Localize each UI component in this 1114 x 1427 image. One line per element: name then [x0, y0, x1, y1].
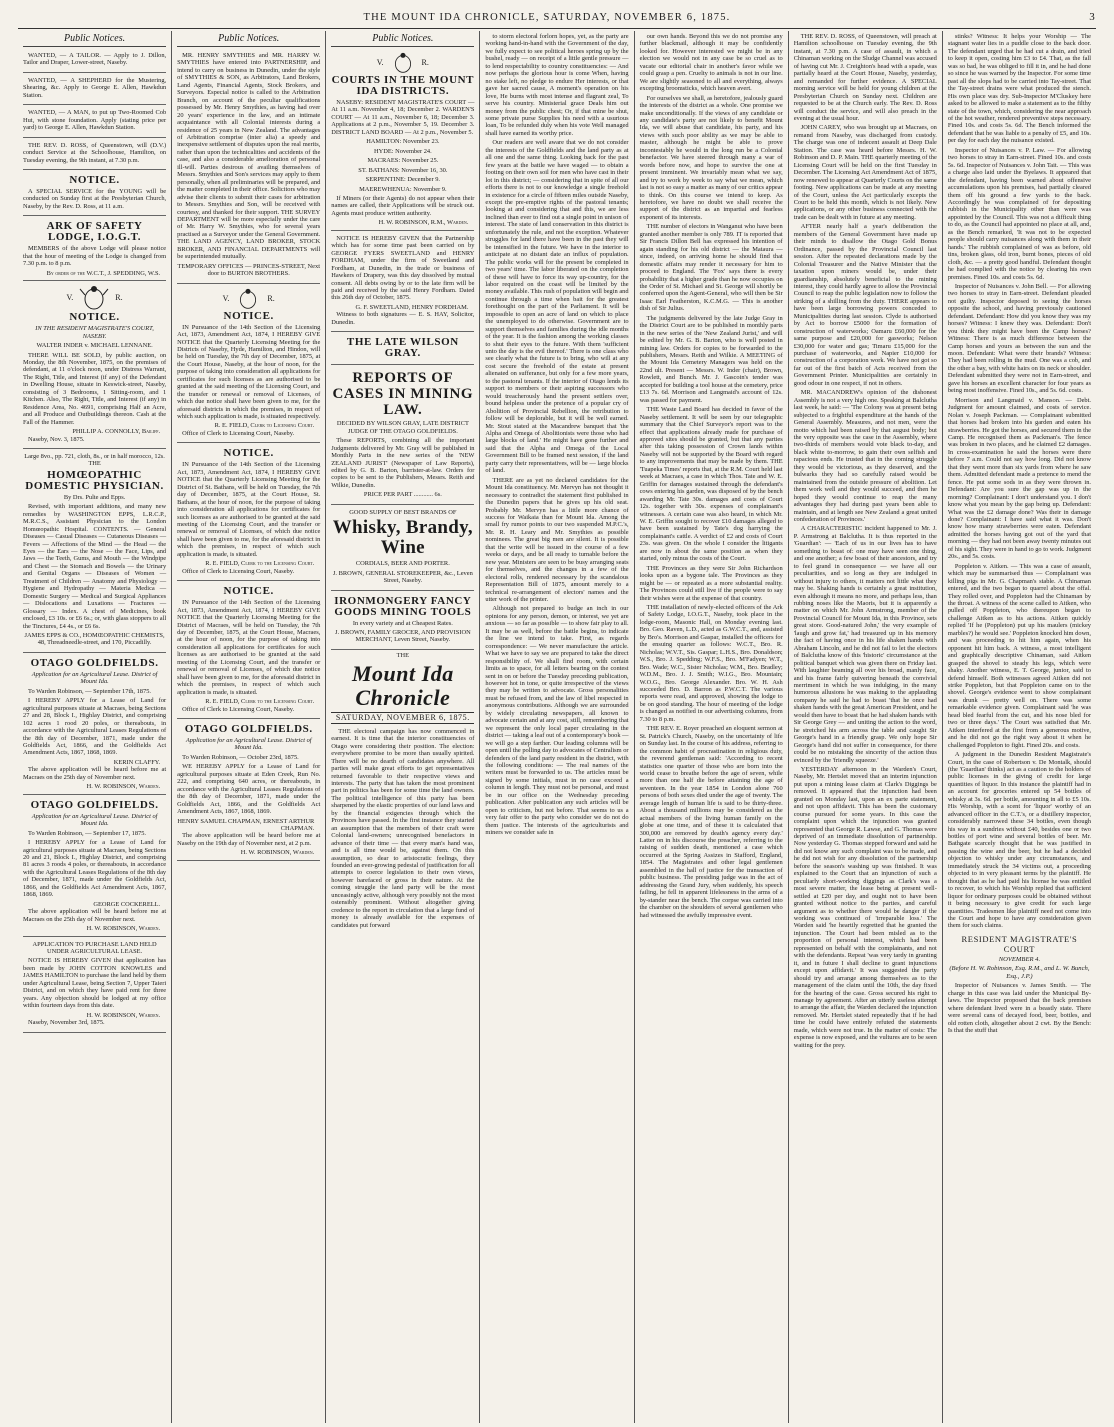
whisky-sub: CORDIALS, BEER AND PORTER. — [355, 560, 450, 568]
article-text: to storm electoral forlorn hopes, yet, as the party are working hand-in-hand with the Government of the day, we fully expect to see political heroes spring up by the bushel, ready — on receipt of a little gentle pressure — to lend respectability to country constituencies: — And now perhaps the glorious hour is come When, having no stake left, no pledge to endure Her interests, or that gave her sacred cause, A moment's operation on his love, He burns with most intense and flagrant zeal, To serve his country. Ministerial grace Deals him out money from the public chest; Or, if that mine be shut, some private purse Supplies his need with a usurious loan, To be refunded duly when his vote Well managed shall have earned its worthy price. — [485, 33, 629, 137]
goldfields-notice — [177, 721, 320, 861]
whisky-name: J. BROWN, GENERAL STOREKEEPER, &c., Leven Street, Naseby. — [332, 569, 473, 585]
goldfields-to: To Warden Robinson, — September 17th, 1875. — [28, 687, 151, 695]
whisky-banner: Whisky, Brandy, Wine — [332, 517, 473, 559]
rmc-bench: (Before H. W. Robinson, Esq. R.M., and L. W. Bunch, Esq., J.P.) — [949, 965, 1090, 980]
homeopathic-ad — [23, 451, 166, 653]
royal-crest: V. R. — [331, 52, 474, 74]
goldfields-notice — [23, 797, 166, 937]
article-text: AFTER nearly half a year's deliberation the members of the General Government have made up their minds to disallow the Otago Gold Bonus Ordinance, passed by the Provincial Council last session. After the repeated declarations made by the Colonial Treasurer and the Native Minister that the taxation upon miners would be, under their guardianship, absolutely beneficial to the mining interest, they could hardly agree to allow the Provincial Council to reap the public legislation now to follow the striking of a shilling from the duty. THERE appears to have been large borrowing powers conceded to Municipalities during last session. Clyde is authorised by Act to borrow £5000 for the formation of construction of waterworks; Oamaru £60,000 for the same purpose and £20,000 for gasworks; Nelson £30,000 for water and gas; Timaru £15,000 for the purchase of waterworks, and Napier £10,000 for construction of a corporation work. We have not got so far out of the first batch of Acts received from the Government Printer. Municipalities are certainly in good odour in one respect, if not in others. — [793, 223, 937, 387]
classified-ad — [23, 140, 166, 170]
reports-text: These REPORTS, combining all the important Judgments delivered by Mr. Gray will be published in Monthly Parts in the new series of the 'NEW ZEALAND JURIST' (Newspaper of Law Reports), edited by G. B. Barton, barrister-at-law. Orders for copies to be sent to the Publishers, Messrs. Reith and Wilkie, Dunedin. — [331, 437, 475, 489]
article-text: JOHN CAREY, who was brought up at Macraes, on remand from Naseby, was discharged from custody. The charge was one of indecent assault at Deep Dale Station. The case was heard before Messrs. H. W. Robinson and D. P. Main. THE quarterly meeting of the Licensing Court will be held on the first Tuesday in December. The Licensing Act Amendment Act of 1875, now renewed to appear at Quarterly Courts on the same footing. New applications can be made at any meeting of the Court, unless the Act particularly excepts the Court to be held this month, which is not likely. New applications, or any other business connected with the trade can be dealt with in future at any meeting. — [793, 124, 937, 221]
licensing-signoff: R. E. FIELD, Clerk to Licensing Court. — [214, 422, 315, 430]
licensing-office: Office of Clerk to Licensing Court, Naseby. — [182, 705, 295, 713]
goldfields-to: To Warden Robinson, — October 23rd, 1875. — [182, 753, 299, 761]
resident-court: IN THE RESIDENT MAGISTRATE'S COURT, NASEBY. — [35, 325, 154, 340]
goldfields-warden: H. W. ROBINSON, Warden. — [86, 925, 161, 933]
lodge-notice — [23, 218, 166, 281]
goldfields-sub: Application for an Agricultural Lease. District of Mount Ida. — [185, 736, 312, 752]
ad-text: THE REV. D. ROSS, of Queenstown, will (D.V.) conduct Service at the Schoolhouse, Hamilton, on Tuesday evening, the 9th instant, at 7.30 p.m. — [23, 141, 167, 164]
courts-text: NASEBY: RESIDENT MAGISTRATE'S COURT — At 11 a.m. November 4, 18; December 2. WARDEN'S COURT — At 11 a.m., November 6, 18; December 3. Applications at 2 p.m., November 5, 19. December 3. DISTRICT LAND BOARD — At 2 p.m., November 5. — [331, 99, 475, 136]
goldfields-text: I HEREBY APPLY for a Lease of Land for agricultural purposes situate at Macraes, being Sections 27 and 28, Block I., Highlay District, and comprising 102 acres 1 rood 20 poles, or thereabouts, in accordance with the Agricultural Leases Regulations of the 8th day of December, 1871, made under the Goldfields Act, 1866, and the Goldfields Act Amendment Acts, 1867, 1868, 1869. — [23, 697, 167, 757]
licensing-text: IN Pursuance of the 14th Section of the Licensing Act, 1873, Amendment Act, 1874, I HEREBY GIVE NOTICE that the Quarterly Licensing Meeting for the Districts of Naseby, Hyde, Hamilton, and Hindon, will be held on Tuesday, the 7th day of December, 1875, at the Court House, Naseby, at the hour of noon, for the purpose of taking into consideration all applications for certificates for such licenses as are authorised to be granted at the said meeting of the Licensing Court, and the transfer or renewal or removal of Licenses, of which due notice shall have been given to me, for the aforesaid districts in which the premises, in respect of which such application is made, is situated respectively. — [177, 323, 321, 421]
licensing-notice — [177, 445, 320, 581]
goldfields-warden: H. W. ROBINSON, Warden. — [86, 783, 161, 791]
licensing-office: Office of Clerk to Licensing Court, Naseby. — [182, 429, 295, 437]
resident-parties: WALTER INDER v. MICHAEL LENNANE. — [36, 342, 153, 350]
ad-text: WANTED, — A SHEPHERD for the Mustering, Shearing, &c. Apply to George E. Allen, Hawkdun Station. — [23, 76, 167, 99]
article-text: YESTERDAY afternoon in the Warden's Court, Naseby, Mr. Hertslet moved that an interim injunction put upon a mining lease claim at Clark's Diggings be removed. It appeared that the injunction had been granted on Monday last, upon an ex parte statement, and not upon affidavit. This has been the customary course pursued for some years. In this case the complaint upon which the injunction was granted represented that George R. Lawse, and G. Thomas were deprived of an immediate dissolution of partnership. Now yesterday G. Thomas stepped forward and said he did not know any such complaint was to be made, and he did not wish for any dissolution of the partnership before the season's washing up was finished. It was explained to the Court that an injunction of such a peculiarly short-working diggings as Clark's was a most severe matter, the lease being at present well-settled at £20 per day, and ought not to have been granted without notice to the parties, and careful argument as to whether there would be danger if the working was continued of 'irreparable loss.' The Warden said 'he heartily regretted that he granted the injunction. The Court had been misled as to the proportion of personal interest, which had been represented on behalf with the complainants, and not with the defendants. Repeat 'was very tardy in granting it, and in future I shall decline to grant injunctions except upon affidavit.' It was suggested the party should try and arrange among themselves as to the management of the claim until the 10th, the day fixed for the hearing of the case. Gross secured his right to manage by agreement. After an utterly useless attempt to arrange the affair, the Warden declared the injunction removed. Mr. Hertslet stated repeatedly that if he had time he could have entirely refuted the statements made, which were not true. In the matter of costs: The expense is now exposed, and the vultures are to be seen waiting for the prey. — [793, 765, 937, 1049]
nameplate-the: THE — [396, 651, 410, 659]
licensing-notice — [177, 286, 320, 444]
nameplate-title: Mount Ida Chronicle — [351, 661, 454, 711]
resident-text: THERE WILL BE SOLD, by public auction, on Monday, the 8th November, 1875, on the premises of defendant, at 11 o'clock noon, under Distress Warrant, The Right, Title, and Interest (if any) of the Defendant in Dwelling House, situate in Keswick-street, Naseby, consisting of 3 Bedrooms, 1 Sitting-room, and 1 Kitchen. Also, The Right, Title, and Interest (if any) in Residence Area, No. 4691, comprising Half an Acre, and all Produce and Outbuildings thereon. Cash at the Fall of the Hammer. — [23, 351, 167, 426]
masthead — [18, 6, 1096, 28]
goldfields-heading: OTAGO GOLDFIELDS. — [30, 798, 159, 811]
article-text: stinks? Witness: It helps your Worship — The stagnant water lies in a puddle close to the back door. The defendant urged that he had cut a drain, and tried to keep it open, costing him £3 to £4. That, as the fall was so bad, he was obliged to fill it in, and he had done so since he was warned by the Inspector. For some time past all the slops had to be carried into Tay-street. That the Tay-street drains were what produced the stench. His own place was dry. Sub-Inspector M'Cluskey here asked to be allowed to make a statement as to the filthy state of the town, which, considering the near approach of the hot weather, rendered preventive steps necessary. Fined 10s. and costs 5s. 6d. The Bench informed the defendant that he was liable to a penalty of £5, and 10s. per day for each day the nuisance existed. — [947, 33, 1091, 145]
goldfields-signoff: KERIN CLAFFY. — [113, 758, 161, 766]
courts-item: HYDE: November 24. — [374, 147, 432, 155]
article-text: A judgment in the Dunedin Resident Magistrate's Court, in the case of Robertson v. De Montalk, should (the 'Guardian' thinks) act as a caution to the holders of public licenses in the giving of credit for large quantities of liquor. In this instance the plaintiff had in an account for groceries entered up 54 bottles of whisky at 3s. 6d. per bottle, amounting in all to £5 10s. His Worship, with a scent for 'liquor' worthy of an advanced officer in the C.T.'s, or a distillery inspector, considerably narrowed these 34 bottles, even though his way in a sundries without £40, besides one or two bottles of port wine and several bottles of beer. Mr. Bathgate scarcely thought that he was justified in passing the wine and the beer, but he had a decided objection to whisky under any circumstances, and immediately struck the 34 victims out, a proceeding objected to in very pleasant terms by the plaintiff. He thought that as he had paid his license he was entitled to recover, to which his Worship replied that sufficient liquor for ordinary purposes could be obtained without it being necessary to give credit for such large quantities. Tradesmen like plaintiff need not come into the Court and hope to have any consideration given them for such claims. — [947, 751, 1091, 930]
notice-heading: NOTICE. — [69, 173, 120, 186]
resident-notice — [23, 283, 166, 449]
article-text: THE installation of newly-elected officers of the Ark of Safety Lodge, I.O.G.T., Naseby, took place in the lodge-room, Masonic Hall, on Monday evening last. Bro. Geo. Raven, L.D., acted as G.W.C.T., and, assisted by Bro's. Morrison and Gaspar, installed the officers for the ensuing quarter as follows: W.C.T., Bro. R. Nicholas; W.V.T., Sis. Gaspar; L.H.S., Bro. Donaldson; W.S., Bro. J. Spedding; W.F.S., Bro. M'Fadyen; W.T., Bro. Wade; W.C., Sister Nicholas; W.M., Bro. Bradley; W.D.M., Bro. J. J. Smith; W.I.G., Bro. Mountain; W.O.G., Bro. George Alexander. Bro. W. H. Ash succeeded Bro. D. Barron as P.W.C.T. The various reports were read, and approved, showing the lodge to be on good standing. The hour of meeting of the lodge is changed as notified in our advertising columns, from 7.30 to 8 p.m. — [639, 603, 783, 723]
partnership-signoff: G. F. SWEETLAND, HENRY FORDHAM. — [355, 303, 469, 311]
purchase-notice — [23, 939, 166, 1033]
column-3 — [326, 31, 480, 1423]
goldfields-footer: The above application will be heard before me at Macraes on the 25th day of November next. — [23, 908, 167, 923]
partnership-witness: Witness to both signatures — E. S. HAY, Solicitor, Dunedin. — [331, 311, 475, 326]
licensing-office: Office of Clerk to Licensing Court, Naseby. — [182, 567, 295, 575]
goldfields-signoff: HENRY SAMUEL CHAPMAN, ERNEST ARTHUR CHAPMAN. — [177, 817, 315, 832]
article-text: Morrison and Langmaid v. Manson. — Debt. Judgment for amount claimed, and costs of service. Nolan v. Joseph Packman. — Complainant submitted that horses had broken into his garden and eaten his strawberries. He got the horses, and secured them in the Camp. He recognised them as Packman's. The fence was broken in two places, and he claimed £2 damages. In cross-examination he said the horses were there before 7 a.m. Could not say how long. Did not know that they went more than six yards from where he saw them. Admitted defendant made a pretence to mend the fence. He put some sods in as they were thrown in. Defendant: Are you sure the gap was up in the morning? Complainant: I don't understand you. I don't know what you mean by the gap being up. Defendant: What was the £2 damage done? Was their in damage done? Complainant: I have said what it was. Don't know how many strawberries were eaten. Defendant admitted the horses having got out of the yard that morning — they had not been away twenty minutes out of his sight. They were in hand to go to work. Judgment 20s., and 5s. costs. — [947, 396, 1091, 561]
paper-nameplate — [331, 652, 474, 724]
article-text: MR. MACANDREW's opinion of the dishonest Assembly is not a very high one. Speaking at Balclutha last week, he said: — 'The Colony was at present being subjected to a frightful expenditure at the hands of the General Assembly. Measures, and not men, were the motto which had been raised by that august body; but the very opposite was the case in the Assembly, where two-thirds of members would vote black to-day, and black white to-morrow, to gain their own selfish and rapacious ends. He trusted that in the coming struggle they would be victorious, as they deserved, and the bulwarks they had so carefully raised would be maintained from the outside pressure of abolition. Let them work well and they would succeed, and then he hoped they would continue to reap the many advantages they had during past years been able to maintain, and at length see New Zealand a great united confederation of Provinces.' — [793, 389, 937, 523]
column-header: Public Notices. — [331, 33, 474, 47]
partnership-notice — [331, 233, 474, 332]
homeopathic-intro: Large 8vo., pp. 721, cloth, 8s., or in half morocco, 12s. THE — [24, 452, 165, 468]
courts-notice — [331, 50, 474, 231]
goldfields-warden: H. W. ROBINSON, Warden. — [240, 849, 315, 857]
crest-icon — [77, 285, 111, 311]
rmc-heading: RESIDENT MAGISTRATE'S COURT — [961, 933, 1078, 954]
licensing-heading: NOTICE. — [223, 447, 274, 460]
homeopathic-authors: By Drs. Pulte and Epps. — [63, 493, 126, 501]
homeopathic-heading: HOMŒOPATHIC DOMESTIC PHYSICIAN. — [25, 468, 164, 492]
column-header: Public Notices. — [23, 33, 166, 47]
article-text: THE number of electors in Wanganui who have been granted another member is only 789. IT is reported that Sir Francis Dillon Bell has expressed his intention of again standing for his old district — the Mataura — since, indeed, on arriving home he should find that domestic affairs may render it necessary for him to proceed to England. The 'Fox' says there is every probability that a higher grade than he now occupies on the Order of St. Michael and St. George will shortly be conferred upon the Agent-General, who will then be Sir Isaac Earl Featherston, K.C.M.G. — This is another dish of Sir Julius. — [639, 223, 783, 313]
licensing-text: IN Pursuance of the 14th Section of the Licensing Act, 1873, Amendment Act, 1874, I HEREBY GIVE NOTICE that the Quarterly Licensing Meeting for the District of Macraes, will be held on Tuesday, the 7th day of December, 1875, at the Court House, Macraes, at the hour of noon, for the purpose of taking into consideration all applications for certificates for such licenses as are authorised to be granted at the said meeting of the Licensing Court, and the transfer or renewal or removal of Licenses, of which due notice shall have been given to me, for the aforesaid district in which the premises, in respect of which such application is made, is situated. — [177, 599, 321, 696]
lodge-text: MEMBERS of the above Lodge will please notice that the hour of meeting of the Lodge is changed from 7.30 p.m. to 8 p.m. — [23, 245, 167, 268]
smythies-address: TEMPORARY OFFICES — PRINCES-STREET, Next door to BURTON BROTHERS. — [177, 262, 320, 278]
ironmongery-heading: IRONMONGERY FANCY GOODS MINING TOOLS — [334, 594, 472, 618]
reports-ad — [331, 367, 474, 505]
royal-crest: V. R. — [177, 288, 320, 310]
ironmongery-name: J. BROWN, FAMILY GROCER, AND PROVISION MERCHANT, Leven Street, Naseby. — [335, 629, 471, 644]
notice-service — [23, 172, 166, 216]
column-4 — [480, 31, 634, 1423]
courts-item: SERPENTINE: December 9. — [365, 176, 441, 184]
columns — [18, 31, 1096, 1423]
purchase-heading: APPLICATION TO PURCHASE LAND HELD UNDER AGRICULTURAL LEASE. — [32, 940, 157, 955]
nameplate-dateline: SATURDAY, NOVEMBER 6, 1875. — [331, 712, 474, 723]
goldfields-to: To Warden Robinson, — September 17, 1875. — [28, 829, 147, 837]
courts-footer: If Miners (or their Agents) do not appear when their names are called, their Applications will be struck out. Agents must produce written authority. — [331, 194, 475, 217]
column-6 — [789, 31, 943, 1423]
homeopathic-publisher: JAMES EPPS & CO., HOMŒOPATHIC CHEMISTS, 48, Threadneedle-street, and 170, Piccadilly. — [24, 632, 165, 647]
page-number: 3 — [1089, 11, 1096, 23]
column-1 — [18, 31, 172, 1423]
royal-crest: V. R. — [23, 285, 166, 311]
goldfields-text: WE HEREBY APPLY for a Lease of Land for agricultural purposes situate at Eden Creek, Run No. 222, and comprising 640 acres, or thereabouts, in accordance with the Agricultural Leases Regulations of the 8th day of December, 1871, made under the Goldfields Act, 1866, and the Goldfields Act Amendment Acts, 1867, 1868, 1869. — [177, 763, 321, 816]
rmc-text: Inspector of Nuisances v. James Smith. — The charge in this case was laid under the Municipal By-laws. The Inspector proposed that the back premises where defendant lived were in a beastly state. There were several cans of decayed food, beer, bottles, and old rotten cloth, altogether about 2 cwt. By the Bench: Is that the stuff that — [947, 982, 1091, 1034]
article-text: A CHARACTERISTIC incident happened to Mr. J. P. Armstrong at Balclutha. It is thus reported in the 'Guardian': — 'Each of us in our lives has to have something to boast of: one may have seen one thing, and one another; a few boast of their ancestors, and try to feel grand in consequence — we have all our peculiarities, and so long as they are indulged in without injury to others, it matters not little what they may be. Shaking hands is certainly a great institution, even although it means no more, and perhaps less, than rubbing noses like the Maoris, but it is apparently a matter on which Mr. John Armstrong, member of the Provincial Council for Mount Ida, in this Province, sets great store. Good-natured John,' the very example of 'laugh and grow fat,' had treasured up in his memory the fact of having once in his life shaken hands with Abraham Lincoln, and he did not fail to let the electors of Balclutha know of this 'historic' circumstance at the political banquet which was given there on Friday last. With laughter beaming all over his broad, manly face, and his frame fairly quivering beneath the convivial merriment in which he was indulging, in the many humorous allusions he was making to the applauding company he said he had to boast 'that he once had shaken hands with the great American President, and he would then have to boast that he had shaken hands with Sir George Grey — and uniting the action to the word, he stretched his arm across the table and caught Sir George's hand in a friendly grasp. We only hope Sir George's hand did not suffer in consequence, for there could be no mistaking the sincerity of the action thus evinced by the 'friendly squeeze.' — [793, 525, 937, 764]
lodge-signoff: By order of the W.C.T., J. SPEDDING, W.S. — [46, 269, 161, 277]
article-text: For ourselves we shall, as heretofore, jealously guard the interests of the district as a whole. One promise we make unconditionally. If the views of any candidate or any candidate's party are not likely to benefit Mount Ida, we will abuse that candidate, his party, and his views with such poor ability as we may be able to master, although he might be able to prove incontestably he would in the long run be a Colonial benefactor. We have steered through many a war of words before now, and hope to survive the one at present imminent. We invariably mean what we say, and try to work by week to say what we mean, which last is not so easy a matter as many of our critics appear to think. On this course we intend to keep. As heretofore, we have no doubt we shall receive the support of the district as an impartial and fearless exponent of its interests. — [639, 94, 783, 221]
article-text: THERE are as yet no declared candidates for the Mount Ida constituency. Mr. Mervyn has not thought it necessary to contradict the statement first published in the Dunedin papers that he gives up his old seat. Probably Mr. Mervyn has a little more chance of success for Waikaia than for Mount Ida. Among the small fry rumor points to our two suspended M.P.C.'s, Mr. R. H. Leary and Mr. Smythies as possible nominees. The great big men are silent. It is possible that the write will be issued in the course of a few weeks or days, and be all ready to turnable before the new year. Ministers are seen to be busy arranging seats for themselves, and the changes in a few of the electoral rolls, rendered necessary by the scandalous Representation Bill of 1875, amount merely to a technical re-arrangement of electors' names and the utter work of the printer. — [485, 476, 629, 603]
crest-icon — [233, 288, 263, 310]
reports-price: PRICE PER PART ............ 6s. — [363, 491, 442, 499]
licensing-signoff: R. E. FIELD, Clerk to the Licensing Court. — [205, 560, 315, 568]
article-text: Inspector of Nuisances v. John Bell. — For allowing two horses to stray in Earn-street. Defendant pleaded not guilty. Inspector deposed to seeing the horses opposite the school, and having previously cautioned defendant. Defendant: How did you know they was my horses? Witness: I knew they was. Defendant: Don't you think they might have been the Camp horses? Witness: There is as much difference between the Camp horses and yours as between the sun and the moon. Defendant: What were their brands? Witness: They had been rolling in the mud. One was a cob, and the other a bay, with white hairs on its neck or shoulder. Defendant submitted they were not in Earn-street, and gave his horses an excellent character for four years as being most inoffensive. Fined 10s., and 5s. 6d. costs. — [947, 282, 1091, 395]
goldfields-footer: The above application will be heard before me at Macraes on the 25th day of November next. — [23, 766, 167, 781]
editorial-text: THE electoral campaign has now commenced in earnest. It is time that the interior constituencies of Otago were considering their position. The election: everywhere promise to be more than usually spirited. There will be no dearth of candidates anywhere. All parties will make great efforts to get representatives returned favorable to their respective views and interests. The party that has taken the most prominent part in politics has been for some time the land owners. The political intelligence of this party has been sharpened by the elastic properties of our land laws and by the financial exigencies through which the Provinces have passed. In the first instance they started an assumption that the members of their craft were Colonial land-owners; unrecognised benefactors in advance of their time — that every man's hand was, and is all time would be, against them. On this assumption, so dear to aristocratic feelings, they founded an ever-growing pedestal of justification for all attempts to coerce legislation to their own views, however barefaced or gross in their nature. At the coming struggle the land party will be the most unceasingly active, although very possibly not the most ostensibly prominent. Without altogether giving credence to the report in circulation that a large fund of money is already available for the expenses of candidates put forward — [331, 727, 475, 929]
column-2 — [172, 31, 326, 1423]
goldfields-heading: OTAGO GOLDFIELDS. — [30, 656, 159, 669]
rmc-date: NOVEMBER 4. — [998, 955, 1041, 963]
purchase-warden: H. W. ROBINSON, Warden. — [86, 1011, 161, 1019]
purchase-text: NOTICE IS HEREBY GIVEN that application has been made by JOHN COTTON KNOWLES and JAMES HAMILTON to purchase the land held by them under Agricultural Lease, being Section 7, Upper Taieri District, and on which they have paid rent for three years. Any objection should be lodged at my office within fourteen days from this date. — [23, 957, 167, 1010]
licensing-heading: NOTICE. — [223, 585, 274, 598]
editorial — [331, 728, 474, 929]
goldfields-heading: OTAGO GOLDFIELDS. — [184, 722, 313, 735]
licensing-notice — [177, 583, 320, 719]
homeopathic-text: Revised, with important additions, and many new remedies by WASHINGTON EPPS, L.R.C.P., M.R.C.S., Assistant Physician to the London Homœopathic Hospital. CONTENTS. — General Diseases — Casual Diseases — Cutaneous Diseases — Fevers — Affections of the Mind — the Head — the Eyes — the Ears — the Nose — the Face, Lips, and Jaws — the Teeth, Gums, and Mouth — the Windpipe and Chest — the Stomach and Bowels — the Urinary and Genital Organs — Diseases of Women — Treatment of Children — Anatomy and Physiology — Hygiene and Hydropathy — Materia Medica — Domestic Surgery — Medical and Surgical Appliances — Dislocations and Luxations — Fractures — Glossary — Index. A chest of Medicines, book enclosed, £3 10s. or £6 6s.; or, with glass stoppers to all the Tinctures, £4 4s., or £6 6s. — [23, 503, 167, 630]
courts-item: MACRAES: November 25. — [367, 157, 439, 165]
goldfields-sub: Application for an Agricultural Lease. District of Mount Ida. — [31, 670, 158, 686]
reports-heading: REPORTS OF CASES IN MINING LAW. — [332, 370, 474, 419]
goldfields-text: I HEREBY APPLY for a Lease of Land for agricultural purposes situate at Macraes, being Sections 20 and 21, Block I., Highlay District, and comprising 81 acres 3 roods 4 poles, or thereabouts, in accordance with the Agricultural Leases Regulations of the 8th day of December, 1871, made under the Goldfields Act, 1866, and the Goldfields Act Amendment Acts, 1867, 1868, 1869. — [23, 839, 167, 899]
goldfields-footer: The above application will be heard before me at Naseby on the 19th day of November next, at 2 p.m. — [177, 832, 321, 847]
column-7 — [943, 31, 1096, 1423]
courts-item: MAEREWHENUA: November 9. — [359, 185, 447, 193]
article-text: THE Waste Land Board has decided in favor of the Naseby settlement. It will be seen by our telegraphic summary that the Chief Surveyor's report was to the effect that applications already made for purchase of approved sites should be granted, but that any parties after this taking possession of Crown lands within Naseby will not be supported by the Board with regard to any improvements that may be made by them. THE 'Tuapeka Times' reports that, at the R.M. Court held last week at Macraes, a case in which Thos. Tate and W. E. Griffin for damages sustained through the defendant's cows entering his garden, was disposed of by the bench awarding Mr. Tate 30s. damages and costs of Court 12s. together with 30s. expenses of complainant's witnesses. A certain case was also heard, in which Mr. W. E. Griffin sought to recover £10 damages alleged to have been sustained by Tate's dog harrying the complainant's cattle. A verdict of £2 and costs of Court 23s. was given. On the whole I consider the litigants are now in about the same position as when they started, only minus the costs of the Court. — [639, 406, 783, 563]
resident-signoff: PHILLIP A. CONNOLLY, Bailiff. — [72, 428, 161, 436]
column-5 — [635, 31, 789, 1423]
licensing-text: IN Pursuance of the 14th Section of the Licensing Act, 1873, Amendment Act, 1874, I HEREBY GIVE NOTICE that the Quarterly Licensing Meeting for the District of St. Bathans, will be held on Tuesday, the 7th day of December, 1875, at the Court House, St. Bathans, at the hour of noon, for the purpose of taking into consideration all applications for certificates for such licenses as are authorised to be granted at the said meeting of the Licensing Court, and the transfer or renewal or removal of Licenses, of which due notice shall have been given to me, for the aforesaid district in which the premises, in respect of which such application is made, is situated. — [177, 461, 321, 558]
purchase-date: Naseby, November 3rd, 1875. — [28, 1019, 105, 1027]
licensing-heading: NOTICE. — [223, 309, 274, 322]
goldfields-notice — [23, 655, 166, 795]
classified-ad — [23, 75, 166, 105]
article-text: Our readers are well aware that we do not consider the interests of the Goldfields and the land party as at all one and the same thing. Looking back for the past few years at the battle we have waged — to obtain a footing on their own soil for men who have cast in their lot in this district; — considering that in spite of all our efforts there is not to our knowledge a single freehold in existence for a circle of fifteen miles outside Naseby, except the pre-emptive rights of the pastoral tenants; looking at and considering that and this, we are less inclined than ever to find out a single point in unison of interest. The state of land conservation in this district is unfortunately the rule, and not the exception. Whatever struggles for land there have been in the past they will be intensified in the future. We have in the interior to anticipate at no distant date an influx of population. The public works will for the present be completed in two years' time. The labor liberated on the completion of these will have to force its way up-country, for the labor required on the coast will be limited by the money available. This rush of population will begin and continue through a time when bait for the greatest forethought on the part of the Parliament. It will be impossible to open an acre of land on which to place the unemployed to do otherwise. Government are to support themselves and families during the idle months of the year. It is the fashion among the working classes to shut their eyes to the future. With them 'sufficient unto the day is the evil thereof.' There is one class who see clearly what the future is to bring, who will at any cost secure the freehold of the estate at present alienated on sufferance, but only for a few more years, to the pastoral tenants. If the interior of Otago lends its support to members or their aspiring successors who would treacherously hand the present settlers over, bound helpless under the pretence of a popular cry of Abolition of Provincial Rebellion, the retribution to follow will be deplorable, but it will be well earned. Mr. Stout stated at the Macandrew banquet that 'the Alpha and Omega of Abolitionists were those who had large blocks of land.' He might have gone further and said that the Alpha and Omega of the Local Government Bill to be framed next session, if the land party carry their representatives, will be — large blocks of land. — [485, 139, 629, 475]
article-text: The judgments delivered by the late Judge Gray in the District Court are to be published in monthly parts in the new series of the 'New Zealand Jurist,' and will be edited by Mr. G. B. Barton, who is well posted in mining law. Orders for copies to be forwarded to the publishers, Messrs. Reith and Wilkie. A MEETING of the Mount Ida Cemetery Managers was held on the 22nd ult. Present — Messrs. W. Inder (chair), Brown, Rowlett, and Bunch. Mr. J. Gascoin's tender was accepted for building a tool house at the cemetery, price £13 7s. 6d. Morrison and Langmaid's account of 12s. was passed for payment. — [639, 314, 783, 404]
courts-warden: H. W. ROBINSON, R.M., Warden. — [378, 219, 469, 227]
article-text: THE Provinces as they were Sir John Richardson looks upon as a bygone tale. The Provinces as they might be — or repeated as a more substantial reality. The Provinces could still live if the people were to say their wishes were at the expense of that country. — [639, 564, 783, 602]
article-text: THE REV. D. ROSS, of Queenstown, will preach at Hamilton schoolhouse on Tuesday evening, the 9th instant, at 7.30 p.m. A case of assault, in which a Chinaman working on the Sludge Channel was accused of having cut Mr. J. Creighton's head with a spade, was partially heard at the Court House, Naseby, yesterday, and remanded for further evidence. A SPECIAL morning service will be held for young children at the Presbyterian Church on Sunday next. Children are requested to be at the Church early. The Rev. D. Ross will conduct the service, and will also preach in the evening at the usual hour. — [793, 33, 937, 122]
ironmongery-text: In every variety and at Cheapest Rates. — [352, 619, 453, 627]
article-text: Although not prepared to budge an inch in our opinions for any person, demon, or interest, we yet are anxious — so far as possible — to show fair play to all. It may be as well, before the battle begins, to indicate the line we intend to take. First, as regards correspondence: — We never manufacture the article. What we have to say we are prepared to take the direct responsibility of. We shall find room, with certain limits as to space, for all letters bearing on the contest sent in on or before the Tuesday preceding publication, however hot in tone, or quite irrespective of the views they may be written to advocate. Gross personalities must be refused from, and the law of libel respected in anonymous contributions. Although we are surrounded by widely circulating newspapers, all known to advocate certain and at any cost, still, remembering that we represent the only local paper circulating in the district — taking a leaf out of a contemporary's book — we will go a step farther. Our leading columns will be open until the polling day to advocates of Centralism or defenders of the land party resident in the district, with the following conditions: — The real names of the writers must be forwarded to us. The articles must be signed by some initials, must in no case exceed a column in length. They must not be personal, and must be in our office on the Wednesday preceding publication. After publication any such articles will be open to criticism, but not before. That seems to us a very fair offer to the party who consider we do not do them justice. The interests of the agriculturists and miners we consider safe in — [485, 605, 629, 837]
goldfields-sub: Application for an Agricultural Lease. District of Mount Ida. — [31, 812, 158, 828]
licensing-signoff: R. E. FIELD, Clerk to the Licensing Court. — [205, 698, 315, 706]
ad-text: WANTED, — A TAILOR. — Apply to J. Dillon, Tailor and Draper, Lower-street, Naseby. — [23, 52, 167, 67]
masthead-title: THE MOUNT IDA CHRONICLE, SATURDAY, NOVEMBER 6, 1875. — [363, 11, 731, 23]
smythies-ad — [177, 50, 320, 284]
lodge-heading: ARK OF SAFETY LODGE, I.O.G.T. — [46, 220, 143, 244]
classified-ad — [23, 107, 166, 137]
whisky-ad — [331, 507, 474, 591]
crest-icon — [388, 52, 418, 74]
courts-item: ST. BATHANS: November 16, 30. — [358, 166, 448, 174]
article-text: THE REV. E. Royer preached an eloquent sermon at St. Patrick's Church, Naseby, on the uncertainty of life on Sunday last. In the course of his address, referring to the common habit of procrastination in religious duty, the reverend gentleman said: 'According to recent statistics one quarter of those who are born into the world cease to breathe before the age of seven, while more than one half die before attaining the age of seventeen. In the year 1854 in London alone 760 persons of both sexes died under the age of twenty. The average length of human life is said to be thirty-three. About a thousand millions may be considered as the actual members of the living human family on the globe at one time, and of these it is calculated that 300,000 are removed by death's agency every day.' Latter on in his discourse the preacher, referring to the raising of sudden death, mentioned a case which occurred at the Spring Assizes in Stafford, England, 1854. The Magistrates and other legal gentlemen assembled in the hall of justice for the transaction of public business. The presiding judge was in the act of addressing the Grand Jury, when suddenly, his speech failing, he fell in apparent lifelessness in the arms of a by-stander near the bench. The corpse was carried into the chamber on the shoulders of several gentlemen who had witnessed the awfully impressive event. — [639, 725, 783, 919]
article-text: our own hands. Beyond this we do not promise any further blackmail, although it may be confidently looked for. However interested we might be in any election we would not in any case be so cruel as to vacate our editorial chair in another's favor while we could grasp a pen. Cruelty to animals is not in our line. We are slightly seasoned to all and everything, always excepting broomsticks, which heaven avert. — [639, 33, 783, 93]
courts-heading: COURTS IN THE MOUNT IDA DISTRICTS. — [331, 74, 475, 97]
courts-item: HAMILTON: November 23. — [366, 138, 440, 146]
ironmongery-ad — [331, 593, 474, 650]
notice-text: A SPECIAL SERVICE for the YOUNG will be conducted on Sunday first at the Presbyterian Church, Naseby, by the Rev. D. Ross, at 11 a.m. — [23, 187, 167, 210]
wilson-gray-heading — [331, 334, 474, 365]
goldfields-signoff: GEORGE COCKERELL. — [93, 900, 161, 908]
article-text: Inspector of Nuisances v. P. Law. — For allowing two horses to stray in Earn-street. Fined 10s. and costs 5s. 6d. Inspector of Nuisances v. John Tait. — This was a charge also laid under the Byelaws. It appeared that the defendant, having been warned about offensive accumulations upon his premises, had partially cleared them off his ground a few yards to the back. Accordingly he was complained of for depositing rubbish in the Municipality other than were was appointed by the Council. This was not a difficult thing to do, as the Council had appointed no place at all, and, as the Bench remarked, 'It was not to be expected people should carry nuisances along with them in their hands.' The rubbish complained of was as before, old tins, broken glass, old iron, burnt bones, pieces of old cloth, &c. — a pretty good handful. Defendant thought he had complied with the notice by clearing his own premises. Fined 10s. and costs 5s. 6d. — [947, 146, 1091, 281]
reports-sub: DECIDED BY WILSON GRAY, LATE DISTRICT JUDGE OF THE OTAGO GOLDFIELDS. — [336, 420, 469, 435]
resident-heading: NOTICE. — [69, 311, 120, 324]
whisky-pre: GOOD SUPPLY OF BEST BRANDS OF — [349, 508, 457, 516]
partnership-text: NOTICE IS HEREBY GIVEN that the Partnership which has for some time past been carried on by GEORGE FYERS SWEETLAND and HENRY FORDHAM, under the firm of Sweetland and Fordham, at Dunedin, in the trade or business of Hawkers of Drapery, was this day dissolved by mutual consent. All debts owing by or to the late firm will be paid and received by the said Henry Fordham. Dated this 26th day of October, 1875. — [331, 234, 475, 302]
ad-text: WANTED, — A MAN, to put up Two-Roomed Cob Hut, with stone foundation. Apply (stating price per yard) to George E. Allen, Hawkdun Station. — [23, 109, 167, 132]
resident-date: Naseby, Nov. 3, 1875. — [28, 435, 85, 443]
smythies-text: MR. HENRY SMYTHIES and MR. HARRY W. SMYTHIES have entered into PARTNERSHIP, and intend to carry on business in Dunedin, under the style of SMYTHIES & SON, as Arbitrators, Land Brokers, Land Agents, Financial Agents, Stock Brokers, and Surveyors. Especial notice is called to the Arbitration Branch, on account of the peculiar qualifications possessed by Mr. Henry Smythies, as having had over 20 years' experience in the law, and an intimate acquaintance with all Colonial interests during a residence of 25 years in New Zealand. The advantages of Arbitration comprise (inter alia) a speedy and inexpensive settlement of disputes upon the real merits, rather than upon the technicalities and accidents of the case, and also a considerable amelioration of personal ill-will. Parties desirous of availing themselves of Messrs. Smythies and Son's services may apply to them personally, when all preliminaries will be prepared, and the matter completed in their office. Solicitors who may advise their clients to submit their cases for arbitration to Messrs. Smythies and Son, will be received with courtesy, and thanked for their support. THE SURVEY DEPARTMENT will be more especially under the care of Mr. Harry W. Smythies, who for several years practised as a Surveyor under the General Government. THE LAND AGENCY, LAND BROKER, STOCK BROKER, AND FINANCIAL DEPARTMENTS will be superintended mutually. — [177, 52, 321, 261]
classified-ad — [23, 50, 166, 73]
wilson-heading: THE LATE WILSON GRAY. — [346, 336, 459, 360]
article-text: Poppleton v. Aitken. — This was a case of assault, which may be summarised thus — Complainant was killing pigs in Mr. G. Chapman's stable. A Chinaman entered, and the two began to quarrel about the offal. They rolled over, and Poppleton had the Chinaman by the throat. A witness of the scene called to Aitken, who pulled off Poppleton, who thereupon began to challenge Aitken as to his actions. Aitken quickly replied 'If he (Poppleton) put up his maulers (mickey marbles?) he would see.' Poppleton knocked him down, and was proceeding to hit him again, when his opponent hit him back. A witness, a most intelligent and graphically descriptive Chinaman, said Aitken grasped the shovel to steady his legs, which were shaky. Another witness, E. T. George, junior, said to defend himself. Both witnesses agreed Aitken did not strike Poppleton, but that Poppleton came on to the shovel. George's evidence went to show complainant was drunk — pretty well on. There was some remarkable evidence given. Complainant said 'he was head bled fearful from the cut, and his nose bled for two or three days.' The Court was satisfied that Mr. Aitken interfered at the first from a generous motive, and he did not go the right way about it when he challenged Poppleton to fight. Fined 20s. and costs. — [947, 562, 1091, 749]
column-header: Public Notices. — [177, 33, 320, 47]
